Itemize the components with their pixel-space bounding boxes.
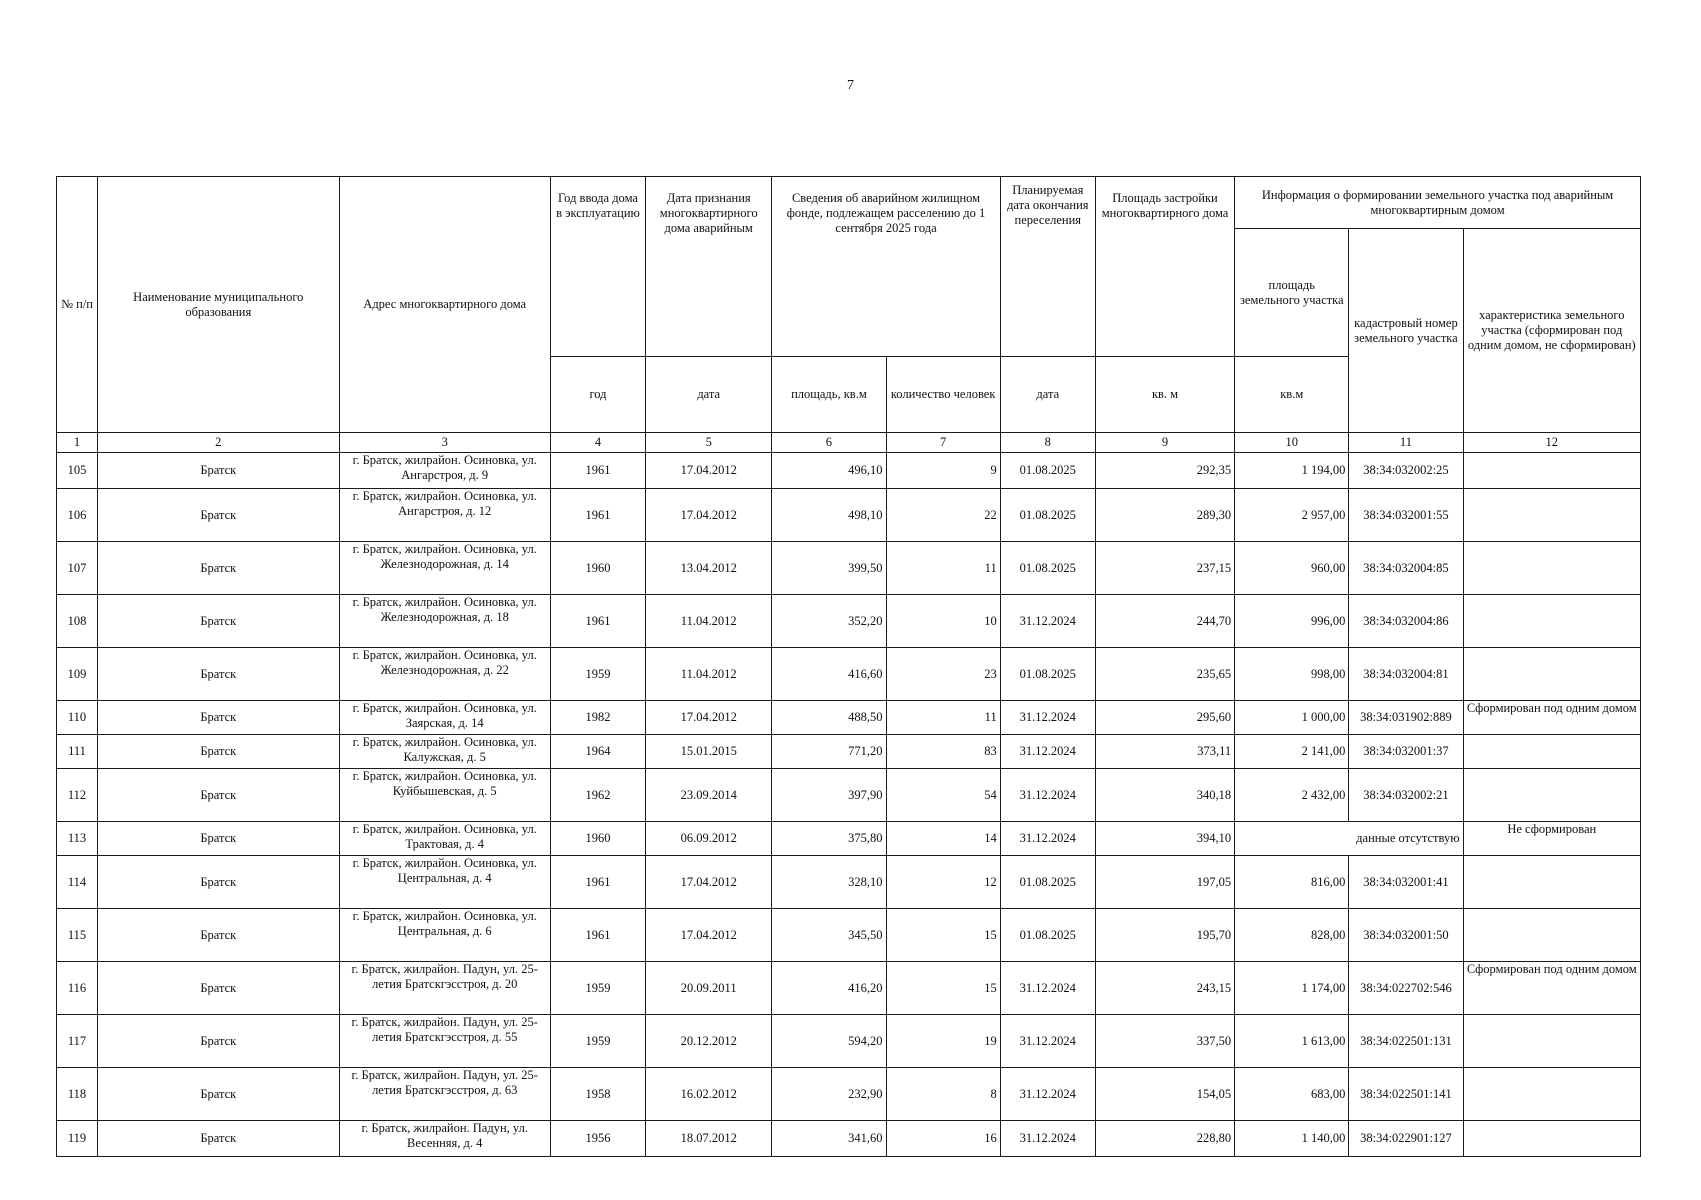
- land-area: 1 194,00: [1235, 453, 1349, 489]
- building-area: 195,70: [1095, 909, 1234, 962]
- table-row: [57, 822, 1641, 856]
- row-number: 110: [57, 701, 98, 735]
- recognition-date: 18.07.2012: [646, 1121, 772, 1157]
- header-municipality: Наименование муниципального образования: [98, 177, 339, 433]
- address: г. Братск, жилрайон. Осиновка, ул. Ангарстроя, д. 12: [339, 489, 550, 542]
- table-row: [57, 595, 1641, 648]
- column-number: 12: [1463, 433, 1640, 453]
- row-number: 106: [57, 489, 98, 542]
- land-area: 828,00: [1235, 909, 1349, 962]
- people-count: 14: [886, 822, 1000, 856]
- cadastral-number: 38:34:032004:86: [1349, 595, 1463, 648]
- column-number: 3: [339, 433, 550, 453]
- fund-area: 352,20: [772, 595, 886, 648]
- municipality: Братск: [98, 822, 339, 856]
- municipality: Братск: [98, 648, 339, 701]
- recognition-date: 13.04.2012: [646, 542, 772, 595]
- commission-year: 1960: [550, 822, 645, 856]
- municipality: Братск: [98, 701, 339, 735]
- municipality: Братск: [98, 962, 339, 1015]
- address: г. Братск, жилрайон. Осиновка, ул. Железнодорожная, д. 14: [339, 542, 550, 595]
- table-row: [57, 962, 1641, 1015]
- table-row: [57, 1121, 1641, 1157]
- municipality: Братск: [98, 542, 339, 595]
- unit-build-area: кв. м: [1095, 357, 1234, 433]
- fund-area: 496,10: [772, 453, 886, 489]
- cadastral-number: 38:34:022901:127: [1349, 1121, 1463, 1157]
- municipality: Братск: [98, 453, 339, 489]
- land-status: [1463, 489, 1640, 542]
- unit-people: количество человек: [886, 357, 1000, 433]
- cadastral-number: 38:34:032001:37: [1349, 735, 1463, 769]
- recognition-date: 17.04.2012: [646, 489, 772, 542]
- row-number: 119: [57, 1121, 98, 1157]
- header-row-number: № п/п: [57, 177, 98, 433]
- people-count: 10: [886, 595, 1000, 648]
- cadastral-number: 38:34:032001:41: [1349, 856, 1463, 909]
- building-area: 295,60: [1095, 701, 1234, 735]
- people-count: 16: [886, 1121, 1000, 1157]
- people-count: 9: [886, 453, 1000, 489]
- column-number: 5: [646, 433, 772, 453]
- resettlement-date: 01.08.2025: [1000, 909, 1095, 962]
- recognition-date: 11.04.2012: [646, 595, 772, 648]
- commission-year: 1960: [550, 542, 645, 595]
- resettlement-date: 01.08.2025: [1000, 542, 1095, 595]
- table-row: [57, 856, 1641, 909]
- fund-area: 328,10: [772, 856, 886, 909]
- people-count: 83: [886, 735, 1000, 769]
- fund-area: 498,10: [772, 489, 886, 542]
- land-area: 1 613,00: [1235, 1015, 1349, 1068]
- municipality: Братск: [98, 1015, 339, 1068]
- cadastral-number: 38:34:032001:50: [1349, 909, 1463, 962]
- table-row: [57, 701, 1641, 735]
- address: г. Братск, жилрайон. Осиновка, ул. Заярская, д. 14: [339, 701, 550, 735]
- row-number: 112: [57, 769, 98, 822]
- table-row: [57, 453, 1641, 489]
- address: г. Братск, жилрайон. Осиновка, ул. Калужская, д. 5: [339, 735, 550, 769]
- commission-year: 1961: [550, 489, 645, 542]
- row-number: 117: [57, 1015, 98, 1068]
- address: г. Братск, жилрайон. Падун, ул. 25-летия Братскгэсстроя, д. 55: [339, 1015, 550, 1068]
- column-number: 6: [772, 433, 886, 453]
- unit-date: дата: [646, 357, 772, 433]
- municipality: Братск: [98, 769, 339, 822]
- cadastral-number: 38:34:022501:141: [1349, 1068, 1463, 1121]
- resettlement-date: 31.12.2024: [1000, 769, 1095, 822]
- emergency-housing-table: [56, 176, 1641, 1157]
- cadastral-number: 38:34:032004:85: [1349, 542, 1463, 595]
- land-status: [1463, 856, 1640, 909]
- table-row: [57, 542, 1641, 595]
- fund-area: 488,50: [772, 701, 886, 735]
- fund-area: 416,60: [772, 648, 886, 701]
- land-status: [1463, 1015, 1640, 1068]
- unit-land-area: кв.м: [1235, 357, 1349, 433]
- column-number: 11: [1349, 433, 1463, 453]
- resettlement-date: 31.12.2024: [1000, 735, 1095, 769]
- header-emergency-fund: Сведения об аварийном жилищном фонде, подлежащем расселению до 1 сентября 2025 года: [772, 177, 1000, 357]
- header-building-area: Площадь застройки многоквартирного дома: [1095, 177, 1234, 357]
- column-number: 10: [1235, 433, 1349, 453]
- table-row: [57, 489, 1641, 542]
- recognition-date: 17.04.2012: [646, 909, 772, 962]
- row-number: 107: [57, 542, 98, 595]
- header-land-area: площадь земельного участка: [1235, 229, 1349, 357]
- municipality: Братск: [98, 735, 339, 769]
- land-area: 2 432,00: [1235, 769, 1349, 822]
- building-area: 243,15: [1095, 962, 1234, 1015]
- address: г. Братск, жилрайон. Осиновка, ул. Центральная, д. 4: [339, 856, 550, 909]
- building-area: 394,10: [1095, 822, 1234, 856]
- commission-year: 1982: [550, 701, 645, 735]
- resettlement-date: 01.08.2025: [1000, 648, 1095, 701]
- fund-area: 375,80: [772, 822, 886, 856]
- fund-area: 397,90: [772, 769, 886, 822]
- building-area: 292,35: [1095, 453, 1234, 489]
- column-number: 2: [98, 433, 339, 453]
- people-count: 11: [886, 542, 1000, 595]
- resettlement-date: 31.12.2024: [1000, 1121, 1095, 1157]
- row-number: 118: [57, 1068, 98, 1121]
- people-count: 11: [886, 701, 1000, 735]
- resettlement-date: 31.12.2024: [1000, 1015, 1095, 1068]
- row-number: 113: [57, 822, 98, 856]
- header-commission-year: Год ввода дома в эксплуатацию: [550, 177, 645, 357]
- header-resettlement-date: Планируемая дата окончания переселения: [1000, 177, 1095, 357]
- column-number-row: [57, 433, 1641, 453]
- column-number: 4: [550, 433, 645, 453]
- cadastral-number: 38:34:031902:889: [1349, 701, 1463, 735]
- land-data-missing: данные отсутствую: [1235, 822, 1463, 856]
- municipality: Братск: [98, 909, 339, 962]
- recognition-date: 20.09.2011: [646, 962, 772, 1015]
- municipality: Братск: [98, 856, 339, 909]
- fund-area: 771,20: [772, 735, 886, 769]
- resettlement-date: 01.08.2025: [1000, 453, 1095, 489]
- building-area: 244,70: [1095, 595, 1234, 648]
- people-count: 15: [886, 909, 1000, 962]
- row-number: 116: [57, 962, 98, 1015]
- people-count: 22: [886, 489, 1000, 542]
- land-area: 816,00: [1235, 856, 1349, 909]
- cadastral-number: 38:34:032002:25: [1349, 453, 1463, 489]
- land-status: Сформирован под одним домом: [1463, 962, 1640, 1015]
- row-number: 105: [57, 453, 98, 489]
- address: г. Братск, жилрайон. Осиновка, ул. Трактовая, д. 4: [339, 822, 550, 856]
- recognition-date: 17.04.2012: [646, 453, 772, 489]
- land-area: 996,00: [1235, 595, 1349, 648]
- header-land-plot-info: Информация о формировании земельного участка под аварийным многоквартирным домом: [1235, 177, 1641, 229]
- land-status: [1463, 735, 1640, 769]
- building-area: 237,15: [1095, 542, 1234, 595]
- fund-area: 399,50: [772, 542, 886, 595]
- table-header: [57, 177, 1641, 453]
- land-status: [1463, 595, 1640, 648]
- building-area: 337,50: [1095, 1015, 1234, 1068]
- resettlement-date: 31.12.2024: [1000, 1068, 1095, 1121]
- land-status: [1463, 453, 1640, 489]
- building-area: 340,18: [1095, 769, 1234, 822]
- building-area: 197,05: [1095, 856, 1234, 909]
- land-area: 1 000,00: [1235, 701, 1349, 735]
- land-area: 998,00: [1235, 648, 1349, 701]
- recognition-date: 20.12.2012: [646, 1015, 772, 1068]
- commission-year: 1958: [550, 1068, 645, 1121]
- fund-area: 232,90: [772, 1068, 886, 1121]
- commission-year: 1959: [550, 962, 645, 1015]
- land-status: [1463, 769, 1640, 822]
- table-row: [57, 648, 1641, 701]
- resettlement-date: 31.12.2024: [1000, 822, 1095, 856]
- column-number: 8: [1000, 433, 1095, 453]
- address: г. Братск, жилрайон. Падун, ул. Весенняя, д. 4: [339, 1121, 550, 1157]
- recognition-date: 23.09.2014: [646, 769, 772, 822]
- land-status: Не сформирован: [1463, 822, 1640, 856]
- resettlement-date: 01.08.2025: [1000, 489, 1095, 542]
- land-area: 2 957,00: [1235, 489, 1349, 542]
- land-area: 960,00: [1235, 542, 1349, 595]
- address: г. Братск, жилрайон. Осиновка, ул. Железнодорожная, д. 22: [339, 648, 550, 701]
- recognition-date: 17.04.2012: [646, 856, 772, 909]
- cadastral-number: 38:34:022501:131: [1349, 1015, 1463, 1068]
- commission-year: 1956: [550, 1121, 645, 1157]
- recognition-date: 11.04.2012: [646, 648, 772, 701]
- row-number: 111: [57, 735, 98, 769]
- address: г. Братск, жилрайон. Осиновка, ул. Центральная, д. 6: [339, 909, 550, 962]
- row-number: 108: [57, 595, 98, 648]
- people-count: 8: [886, 1068, 1000, 1121]
- table-row: [57, 1068, 1641, 1121]
- table-body: [57, 453, 1641, 1157]
- column-number: 7: [886, 433, 1000, 453]
- municipality: Братск: [98, 489, 339, 542]
- row-number: 114: [57, 856, 98, 909]
- land-status: [1463, 1068, 1640, 1121]
- header-cadastral-number: кадастровый номер земельного участка: [1349, 229, 1463, 433]
- resettlement-date: 01.08.2025: [1000, 856, 1095, 909]
- unit-resettle-date: дата: [1000, 357, 1095, 433]
- address: г. Братск, жилрайон. Осиновка, ул. Куйбышевская, д. 5: [339, 769, 550, 822]
- column-number: 9: [1095, 433, 1234, 453]
- unit-year: год: [550, 357, 645, 433]
- commission-year: 1961: [550, 595, 645, 648]
- address: г. Братск, жилрайон. Осиновка, ул. Железнодорожная, д. 18: [339, 595, 550, 648]
- municipality: Братск: [98, 1068, 339, 1121]
- fund-area: 341,60: [772, 1121, 886, 1157]
- header-recognition-date: Дата признания многоквартирного дома аварийным: [646, 177, 772, 357]
- municipality: Братск: [98, 1121, 339, 1157]
- people-count: 54: [886, 769, 1000, 822]
- header-address: Адрес многоквартирного дома: [339, 177, 550, 433]
- fund-area: 345,50: [772, 909, 886, 962]
- commission-year: 1961: [550, 453, 645, 489]
- table-row: [57, 769, 1641, 822]
- land-status: Сформирован под одним домом: [1463, 701, 1640, 735]
- resettlement-date: 31.12.2024: [1000, 701, 1095, 735]
- people-count: 12: [886, 856, 1000, 909]
- address: г. Братск, жилрайон. Падун, ул. 25-летия Братскгэсстроя, д. 20: [339, 962, 550, 1015]
- recognition-date: 16.02.2012: [646, 1068, 772, 1121]
- column-number: 1: [57, 433, 98, 453]
- people-count: 23: [886, 648, 1000, 701]
- land-status: [1463, 648, 1640, 701]
- building-area: 373,11: [1095, 735, 1234, 769]
- cadastral-number: 38:34:032001:55: [1349, 489, 1463, 542]
- building-area: 228,80: [1095, 1121, 1234, 1157]
- commission-year: 1964: [550, 735, 645, 769]
- commission-year: 1961: [550, 856, 645, 909]
- table-row: [57, 1015, 1641, 1068]
- resettlement-date: 31.12.2024: [1000, 962, 1095, 1015]
- building-area: 235,65: [1095, 648, 1234, 701]
- resettlement-date: 31.12.2024: [1000, 595, 1095, 648]
- land-status: [1463, 909, 1640, 962]
- fund-area: 594,20: [772, 1015, 886, 1068]
- address: г. Братск, жилрайон. Осиновка, ул. Ангарстроя, д. 9: [339, 453, 550, 489]
- commission-year: 1959: [550, 648, 645, 701]
- row-number: 115: [57, 909, 98, 962]
- commission-year: 1962: [550, 769, 645, 822]
- building-area: 154,05: [1095, 1068, 1234, 1121]
- table-row: [57, 909, 1641, 962]
- people-count: 19: [886, 1015, 1000, 1068]
- people-count: 15: [886, 962, 1000, 1015]
- cadastral-number: 38:34:032002:21: [1349, 769, 1463, 822]
- land-area: 2 141,00: [1235, 735, 1349, 769]
- table-row: [57, 735, 1641, 769]
- fund-area: 416,20: [772, 962, 886, 1015]
- address: г. Братск, жилрайон. Падун, ул. 25-летия Братскгэсстроя, д. 63: [339, 1068, 550, 1121]
- municipality: Братск: [98, 595, 339, 648]
- unit-area: площадь, кв.м: [772, 357, 886, 433]
- land-status: [1463, 1121, 1640, 1157]
- commission-year: 1961: [550, 909, 645, 962]
- land-area: 1 174,00: [1235, 962, 1349, 1015]
- building-area: 289,30: [1095, 489, 1234, 542]
- recognition-date: 06.09.2012: [646, 822, 772, 856]
- land-area: 683,00: [1235, 1068, 1349, 1121]
- cadastral-number: 38:34:022702:546: [1349, 962, 1463, 1015]
- land-status: [1463, 542, 1640, 595]
- header-land-status: характеристика земельного участка (сформирован под одним домом, не сформирован): [1463, 229, 1640, 433]
- commission-year: 1959: [550, 1015, 645, 1068]
- row-number: 109: [57, 648, 98, 701]
- cadastral-number: 38:34:032004:81: [1349, 648, 1463, 701]
- land-area: 1 140,00: [1235, 1121, 1349, 1157]
- page-number: 7: [847, 78, 854, 93]
- recognition-date: 17.04.2012: [646, 701, 772, 735]
- recognition-date: 15.01.2015: [646, 735, 772, 769]
